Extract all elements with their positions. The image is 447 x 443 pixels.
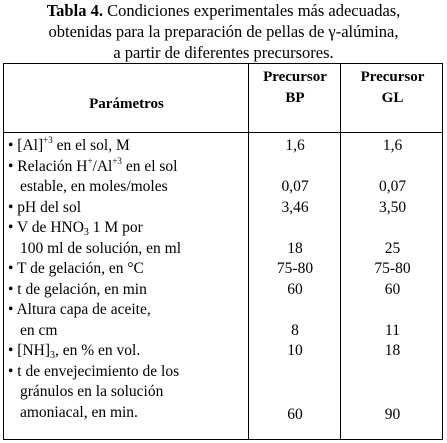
param-cell: [8, 136, 248, 157]
table-row: [4, 300, 444, 341]
header-bp-line-1: Precursor: [263, 69, 327, 85]
param-line: • pH del sol: [8, 198, 82, 216]
param-line: • $[Al]^{+3}$ en el sol, M: [8, 135, 130, 154]
param-cell: [8, 341, 248, 362]
data-table: [3, 63, 443, 440]
param-cell: [8, 259, 248, 280]
table-caption: [0, 0, 447, 63]
table-row: [4, 280, 444, 301]
value-gl: 90: [384, 405, 401, 423]
param-cell: [8, 280, 248, 301]
param-line: • t de gelación, en min: [8, 280, 147, 298]
param-line: gránulos en la solución: [20, 383, 164, 400]
value-bp: 75-80: [276, 260, 314, 277]
caption-line-2: obtenidas para la preparación de pellas de γ-alúmina,: [48, 22, 399, 41]
value-bp: 10: [287, 342, 303, 359]
header-gl-line-1: Precursor: [360, 69, 425, 85]
table-row: [4, 198, 444, 219]
header-bp-line-2: BP: [285, 90, 305, 106]
value-bp: 8: [291, 321, 299, 339]
value-bp: 60: [287, 405, 303, 423]
value-bp: 3,46: [281, 198, 309, 216]
table-row: [4, 362, 444, 424]
value-gl: 75-80: [374, 260, 411, 277]
value-bp: 18: [287, 239, 303, 257]
value-gl: 60: [384, 280, 401, 298]
table-row: [4, 136, 444, 157]
param-line: amoniacal, en min.: [20, 403, 138, 421]
header-parametros: Parámetros: [89, 96, 164, 112]
param-cell: [8, 362, 248, 424]
caption-line-1: [0, 0, 447, 21]
param-cell: [8, 157, 248, 198]
value-gl: 25: [384, 239, 401, 257]
param-line: • Relación $H^+/Al^{+3}$ en el sol: [8, 155, 178, 175]
param-line: • t de envejecimiento de los: [8, 362, 180, 380]
table-row: [4, 218, 444, 259]
param-line: estable, en moles/moles: [20, 178, 168, 195]
param-line: • $[NH]_3$, en % en vol.: [8, 342, 141, 361]
param-line: 100 ml de solución, en ml: [20, 239, 182, 257]
param-cell: [8, 218, 248, 259]
caption-line-3: a partir de diferentes precursores.: [113, 43, 334, 62]
param-line: en cm: [20, 321, 58, 339]
table-row: [4, 259, 444, 280]
header-divider: [4, 132, 442, 133]
caption-line-1-rest: Condiciones experimentales más adecuadas,: [102, 1, 401, 20]
value-bp: 1,6: [285, 137, 305, 154]
caption-label: Tabla 4.: [46, 1, 103, 20]
header-gl-line-2: GL: [381, 90, 404, 106]
param-cell: [8, 198, 248, 219]
value-gl: 11: [385, 321, 400, 339]
value-gl: 0,07: [378, 178, 407, 195]
param-line: • V de $HNO_3$ 1 M por: [8, 219, 143, 238]
value-gl: 3,50: [378, 198, 407, 216]
table-row: [4, 157, 444, 198]
header-precursor-gl: [342, 67, 443, 109]
param-cell: [8, 300, 248, 341]
param-line: • Altura capa de aceite,: [8, 301, 151, 318]
param-line: • T de gelación, en °C: [8, 260, 144, 277]
table-row: [4, 341, 444, 362]
header-precursor-bp: [249, 67, 341, 109]
value-bp: 0,07: [281, 178, 309, 195]
value-bp: 60: [287, 280, 303, 298]
value-gl: 18: [384, 342, 401, 359]
value-gl: 1,6: [382, 137, 403, 154]
table-body: [4, 136, 444, 423]
